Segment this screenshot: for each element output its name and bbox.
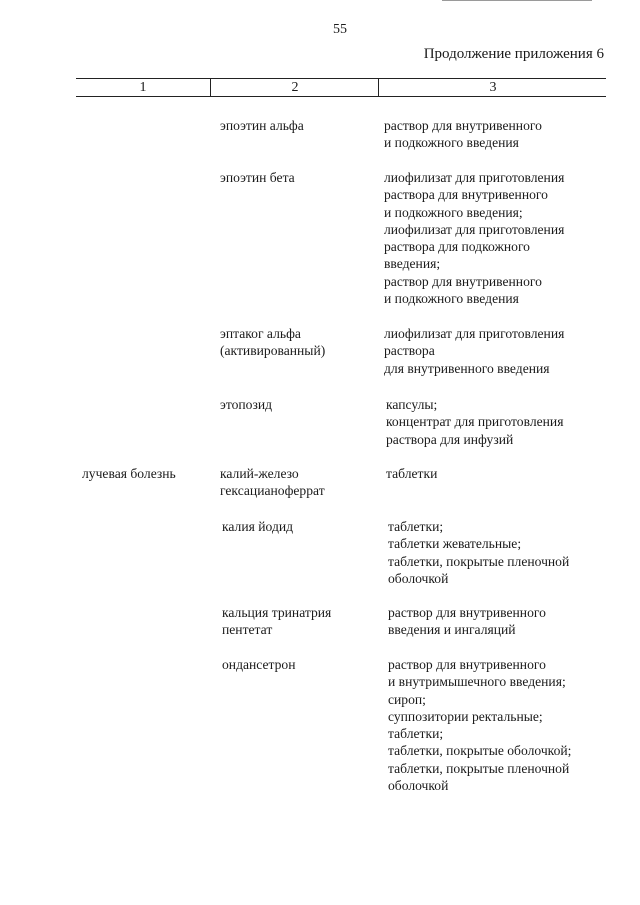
drug-name: калия йодид — [222, 519, 294, 534]
scan-edge-line — [442, 0, 592, 1]
header-col-1: 1 — [139, 80, 147, 95]
header-col-3: 3 — [378, 79, 607, 96]
dosage-forms: лиофилизат для приготовления раствора для внутривенного и подкожного введения; лиофилизат для приготовления раствора для подкожного введения; раствор для внутривенного и подкожного введения — [384, 170, 565, 307]
disease-name: лучевая болезнь — [82, 466, 176, 481]
drug-name: эпоэтин альфа — [220, 118, 304, 133]
dosage-forms: раствор для внутривенного и подкожного введения — [384, 118, 542, 151]
drug-name: калий-железо гексацианоферрат — [220, 466, 325, 499]
continuation-label: Продолжение приложения 6 — [423, 46, 604, 62]
drug-name: эптаког альфа (активированный) — [220, 326, 326, 359]
dosage-forms: капсулы; концентрат для приготовления раствора для инфузий — [386, 397, 564, 447]
dosage-forms: таблетки; таблетки жевательные; таблетки, покрытые пленочной оболочкой — [388, 519, 570, 586]
dosage-forms: раствор для внутривенного и внутримышечного введения; сироп; суппозитории ректальные; таблетки; таблетки, покрытые оболочкой; таблетки, покрытые пленочной оболочкой — [388, 657, 572, 794]
header-col-2: 2 — [210, 79, 379, 96]
drug-name: этопозид — [220, 397, 273, 412]
drug-name: кальция тринатрия пентетат — [222, 605, 332, 638]
dosage-forms: раствор для внутривенного введения и ингаляций — [388, 605, 546, 638]
dosage-forms: таблетки — [386, 466, 438, 481]
table-header — [76, 78, 606, 97]
drug-name: ондансетрон — [222, 657, 296, 672]
dosage-forms: лиофилизат для приготовления раствора для внутривенного введения — [384, 326, 565, 376]
drug-name: эпоэтин бета — [220, 170, 295, 185]
page-number: 55 — [333, 22, 347, 37]
